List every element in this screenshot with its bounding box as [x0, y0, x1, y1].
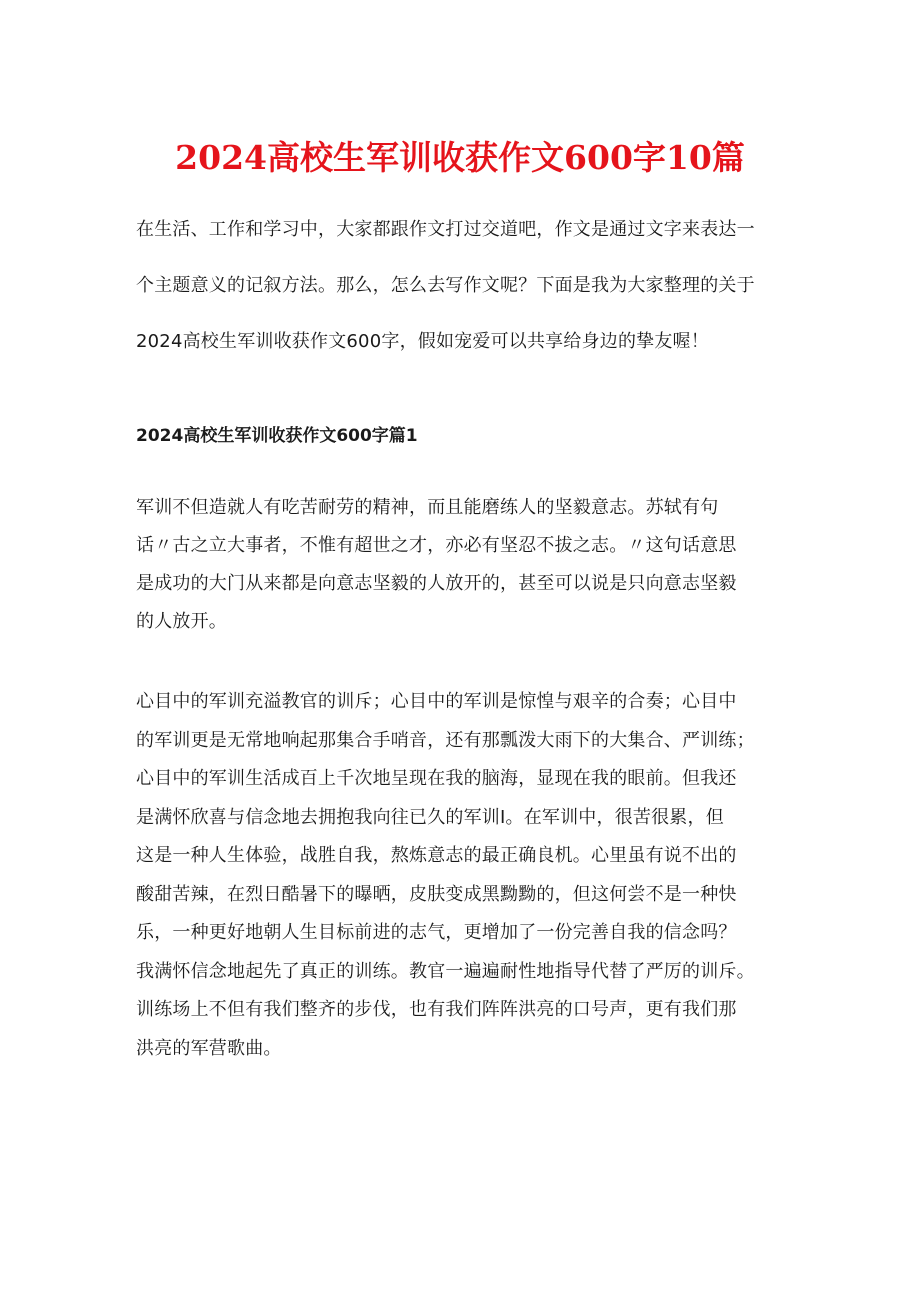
document-title: 2024高校生军训收获作文600字10篇 — [175, 138, 745, 177]
paragraph-line: 训练场上不但有我们整齐的步伐，也有我们阵阵洪亮的口号声，更有我们那 — [136, 999, 737, 1020]
intro-paragraph — [136, 216, 796, 384]
intro-line: 在生活、工作和学习中，大家都跟作文打过交道吧，作文是通过文字来表达一 — [136, 219, 755, 240]
paragraph-line: 是成功的大门从来都是向意志坚毅的人放开的，甚至可以说是只向意志坚毅 — [136, 573, 737, 594]
paragraph-line: 的军训更是无常地响起那集合手哨音，还有那瓢泼大雨下的大集合、严训练； — [136, 729, 755, 751]
body-paragraph-1 — [136, 494, 796, 646]
body-paragraph-2 — [136, 688, 796, 1073]
paragraph-line: 是满怀欣喜与信念地去拥抱我向往已久的军训I。在军训中，很苦很累，但 — [136, 806, 724, 828]
paragraph-line: 洪亮的军营歌曲。 — [136, 1037, 282, 1059]
section-heading: 2024高校生军训收获作文600字篇1 — [136, 426, 418, 446]
paragraph-line: 乐，一种更好地朝人生目标前进的志气，更增加了一份完善自我的信念吗？ — [136, 922, 737, 943]
paragraph-line: 这是一种人生体验，战胜自我，熬炼意志的最正确良机。心里虽有说不出的 — [136, 845, 737, 866]
paragraph-line: 话〃古之立大事者，不惟有超世之才，亦必有坚忍不拔之志。〃这句话意思 — [136, 535, 737, 556]
paragraph-line: 心目中的军训充溢教官的训斥；心目中的军训是惊惶与艰辛的合奏；心目中 — [136, 691, 737, 712]
intro-line: 个主题意义的记叙方法。那么，怎么去写作文呢？下面是我为大家整理的关于 — [136, 275, 755, 296]
paragraph-line: 我满怀信念地起先了真正的训练。教官一遍遍耐性地指导代替了严厉的训斥。 — [136, 960, 755, 982]
paragraph-line: 心目中的军训生活成百上千次地呈现在我的脑海，显现在我的眼前。但我还 — [136, 768, 737, 789]
paragraph-line: 军训不但造就人有吃苦耐劳的精神，而且能磨练人的坚毅意志。苏轼有句 — [136, 497, 719, 518]
paragraph-line: 酸甜苦辣，在烈日酷暑下的曝晒，皮肤变成黑黝黝的，但这何尝不是一种快 — [136, 883, 737, 905]
intro-line: 2024高校生军训收获作文600字，假如宠爱可以共享给身边的挚友喔！ — [136, 331, 709, 352]
paragraph-line: 的人放开。 — [136, 611, 227, 632]
